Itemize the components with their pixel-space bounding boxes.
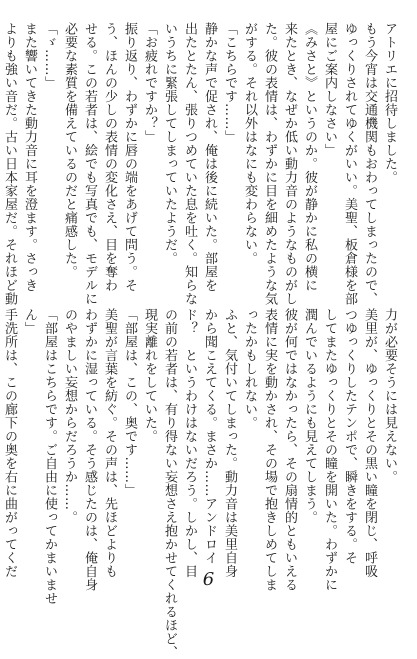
text-line: 出たとたん、張りつめていた息を吐く。知らな	[182, 22, 197, 306]
text-line: た。彼の表情は、わずかに目を細めたような気	[262, 22, 277, 306]
text-line: がする。それ以外はなにも変わらない。	[242, 22, 257, 265]
text-line: 「部屋は、この、奥です……」	[122, 308, 137, 497]
text-line: アトリエに招待しました。	[382, 22, 397, 184]
text-line: せる。この若者は、絵でも写真でも、モデルに	[82, 22, 97, 306]
text-line: 「部屋はこちらです。ご自由に使ってかまいませ	[42, 308, 57, 605]
text-line: 屋にご案内しなさい」	[322, 22, 337, 157]
text-line: 「お疲れですか？」	[142, 22, 157, 144]
text-line: から聞こえてくる。まさか……アンドロイ	[202, 308, 217, 565]
text-line: のやましい妄想からだろうか……。	[62, 308, 77, 524]
text-column-bottom	[0, 308, 399, 659]
text-line: ふと、気付いてしまった。動力音は美里自身	[222, 308, 237, 578]
page-number: 6	[202, 569, 215, 590]
text-column-top	[0, 22, 399, 306]
text-line: わずかに湿っている。そう感じたのは、俺自身	[82, 308, 97, 592]
text-line: ゆっくりされてゆくがいい。美聖、板倉様を部	[342, 22, 357, 306]
text-line: 「ゞ……」	[42, 22, 57, 90]
text-line: もう今宵は交通機関もおわってしまったので、	[362, 22, 377, 306]
text-line: してまたゆっくりとその瞳を開いた。わずかに	[322, 308, 337, 592]
text-line: 来たとき、なぜか低い動力音のようなものがし	[282, 22, 297, 306]
text-line: 潤んでいるようにも見えてしまう。	[302, 308, 317, 524]
text-line: 《みさと》というのか。彼が静かに私の横に	[302, 22, 317, 292]
text-line: また響いてきた動力音に耳を澄ます。さっき	[22, 22, 37, 292]
text-line: ったかもしれない。	[242, 308, 257, 430]
text-line: つゆっくりしたテンポで、瞬きをする。そ	[342, 308, 357, 565]
text-line: 手洗所は、この廊下の奥を右に曲がってくだ	[2, 308, 17, 578]
text-line: 表情に実を動かされ、その場で抱きしめてしま	[262, 308, 277, 592]
text-line: よりも強い音だ。古い日本家屋だ。それほど動	[2, 22, 17, 306]
text-line: 美里が、ゆっくりとその黒い瞳を閉じ、呼吸	[362, 308, 377, 578]
text-line: ド？ というわけはないだろう。しかし、目	[182, 308, 197, 578]
text-line: 静かな声で促され、俺は後に続いた。部屋を	[202, 22, 217, 292]
text-line: 彼が何ではなかったら、その扇情的ともいえる	[282, 308, 297, 592]
text-line: 振り返り、わずかに唇の端をあげて問う。そ	[122, 22, 137, 292]
text-line: う、ほんの少しの表情の変化さえ、目を奪わ	[102, 22, 117, 292]
text-line: の前の若者は、有り得ない妄想さえ抱かせてくれるほど、	[162, 308, 177, 659]
text-line: ん」	[22, 308, 37, 335]
text-line: 必要な素質を備えているのだと痛感した。	[62, 22, 77, 279]
text-line: 現実離れをしていた。	[142, 308, 157, 443]
text-line: 「こちらです……」	[222, 22, 237, 144]
text-line: いうちに緊張してしまっていたようだ。	[162, 22, 177, 265]
text-line: 美聖が言葉を紡ぐ。その声は、先ほどよりも	[102, 308, 117, 578]
text-line: 力が必要そうには見えない。	[382, 308, 397, 484]
